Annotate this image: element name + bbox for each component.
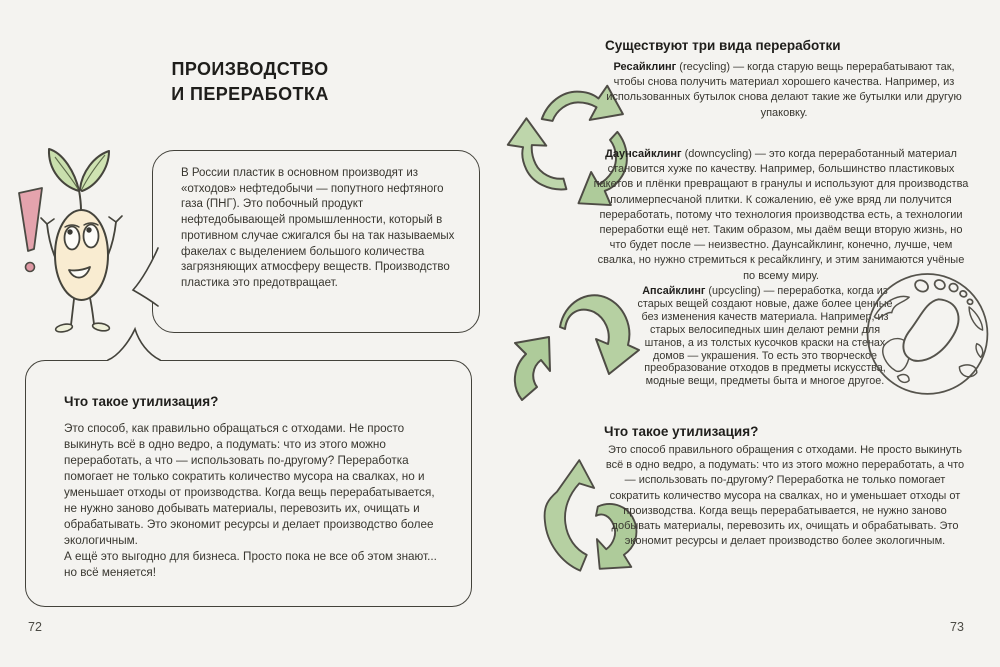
earth-footprint-illustration bbox=[855, 268, 1000, 399]
page-title-line2: И ПЕРЕРАБОТКА bbox=[171, 83, 329, 104]
downcycling-definition: (downcycling) — это когда переработанный материал становится хуже по качеству. Например, большинство пластиковых пакетов и плёнки превращают в гранулы и используют для производства полимерпесчаной плитки. К сожалению, её уже вряд ли получится переработать, потому что технология производства есть, а технологии переработки ещё нет. Таким образом, мы даём вещи вторую жизнь, но что будет после — неизвестно. Даунсайклинг, конечно, лучше, чем свалка, но нужно стремиться к ресайклингу, и этим занимаются учёные по всему миру. bbox=[593, 148, 969, 282]
utilization-heading-right: Что такое утилизация? bbox=[604, 424, 759, 439]
speech-bubble-tail bbox=[133, 248, 158, 308]
utilization-heading-left: Что такое утилизация? bbox=[64, 394, 219, 409]
utilization-text-left: Это способ, как правильно обращаться с отходами. Не просто выкинуть всё в одно ведро, а подумать: что из этого можно переработать, а что — использовать по-другому? Переработка помогает не только сократить количество мусора на свалках, но и уменьшает отходы от производства. Когда вещь перерабатывается, не нужно заново добывать материалы, перевозить их, очищать и обрабатывать. Это экономит ресурсы и делает производство более экологичным. bbox=[64, 422, 435, 547]
downcycling-paragraph bbox=[592, 147, 970, 284]
page-title bbox=[95, 57, 405, 107]
upcycling-definition: (upcycling) — переработка, когда из старых вещей создают новые, даже более ценные без изменения качеств материала. Например, из старых велосипедных шин делают ремни для штанов, а из толстых кусочков краски на стенах домов — украшения. То есть это творческое преобразование отходов в предметы искусства, модные вещи, предметы быта и многое другое. bbox=[637, 285, 893, 388]
exclamation-mark-icon bbox=[19, 188, 42, 272]
speech-bubble-text: В России пластик в основном производят из «отходов» нефтедобычи — попутного нефтяного газа (ПНГ). Это побочный продукт нефтедобывающей промышленности, который в противном случае сжигался бы на так называемых факелах с выделением большого количества загрязняющих атмосферу веществ. Производство пластика это предотвращает. bbox=[181, 167, 455, 289]
page-number-right: 73 bbox=[950, 620, 964, 634]
utilization-box-left bbox=[25, 360, 472, 607]
sprout-body bbox=[41, 210, 122, 333]
downcycling-term: Даунсайклинг bbox=[605, 148, 682, 160]
recycling-paragraph bbox=[600, 60, 968, 121]
page-number-left: 72 bbox=[28, 620, 42, 634]
upcycling-arrows-icon bbox=[503, 281, 638, 421]
sprout-leaves bbox=[49, 149, 109, 210]
utilization-box-tail bbox=[108, 329, 160, 364]
speech-bubble bbox=[152, 150, 480, 333]
utilization-text-left-2: А ещё это выгодно для бизнеса. Просто пока не все об этом знают... но всё меняется! bbox=[64, 550, 437, 579]
three-types-heading: Существуют три вида переработки bbox=[605, 38, 841, 53]
recycling-term: Ресайклинг bbox=[613, 61, 677, 73]
upcycling-term: Апсайклинг bbox=[642, 285, 706, 297]
page-title-line1: ПРОИЗВОДСТВО bbox=[171, 59, 329, 79]
recycling-definition: (recycling) — когда старую вещь перерабатывают так, чтобы снова получить материал хорошего качества. Например, из использованных бутылок снова делают такие же бутылки или другую упаковку. bbox=[606, 61, 962, 119]
utilization-text-right: Это способ правильного обращения с отходами. Не просто выкинуть всё в одно ведро, а подумать: что из этого можно переработать, а что — использовать по-другому? Переработка не только помогает сократить количество мусора на свалках, но и уменьшает отходы от производства. Когда вещь перерабатывается, не нужно заново добывать материалы, перевозить их, очищать и обрабатывать. Это экономит ресурсы и делает производство более экологичным. bbox=[605, 444, 965, 548]
